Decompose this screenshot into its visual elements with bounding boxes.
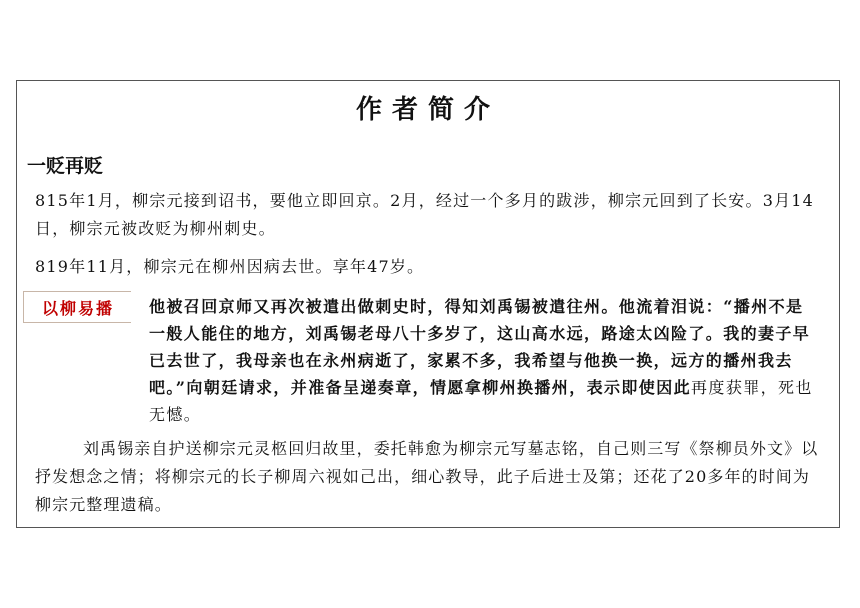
section-heading: 一贬再贬 — [27, 155, 104, 177]
paragraph-liu-yuxi: 刘禹锡亲自护送柳宗元灵柩回归故里，委托韩愈为柳宗元写墓志铭，自己则三写《祭柳员外文》以抒发想念之情；将柳宗元的长子柳周六视如己出，细心教导，此子后进士及第；还花了20多年的时间为柳宗元整理遗稿。 — [35, 439, 819, 514]
paragraph-death: 819年11月，柳宗元在柳州因病去世。享年47岁。 — [35, 257, 425, 276]
content-frame — [16, 80, 840, 528]
quote-bold-text: 他被召回京师又再次被遣出做刺史时，得知刘禹锡被遣往州。他流着泪说：“播州不是一般人能住的地方，刘禹锡老母八十多岁了，这山高水远，路途太凶险了。我的妻子早已去世了，我母亲也在永州病逝了，家累不多，我希望与他换一换，远方的播州我去吧。”向朝廷请求，并准备呈递奏章，情愿拿柳州换播州，表示即使因此 — [149, 297, 811, 397]
paragraph-return-to-capital: 815年1月，柳宗元接到诏书，要他立即回京。2月，经过一个多月的跋涉，柳宗元回到了长安。3月14日，柳宗元被改贬为柳州刺史。 — [35, 191, 815, 238]
page-title: 作者简介 — [355, 95, 500, 125]
paragraph-exchange-quote — [149, 293, 819, 428]
tag-label: 以柳易播 — [42, 299, 115, 318]
quote-plain-text: 再度获罪，死也无憾。 — [149, 378, 813, 424]
tag-box — [23, 291, 131, 323]
